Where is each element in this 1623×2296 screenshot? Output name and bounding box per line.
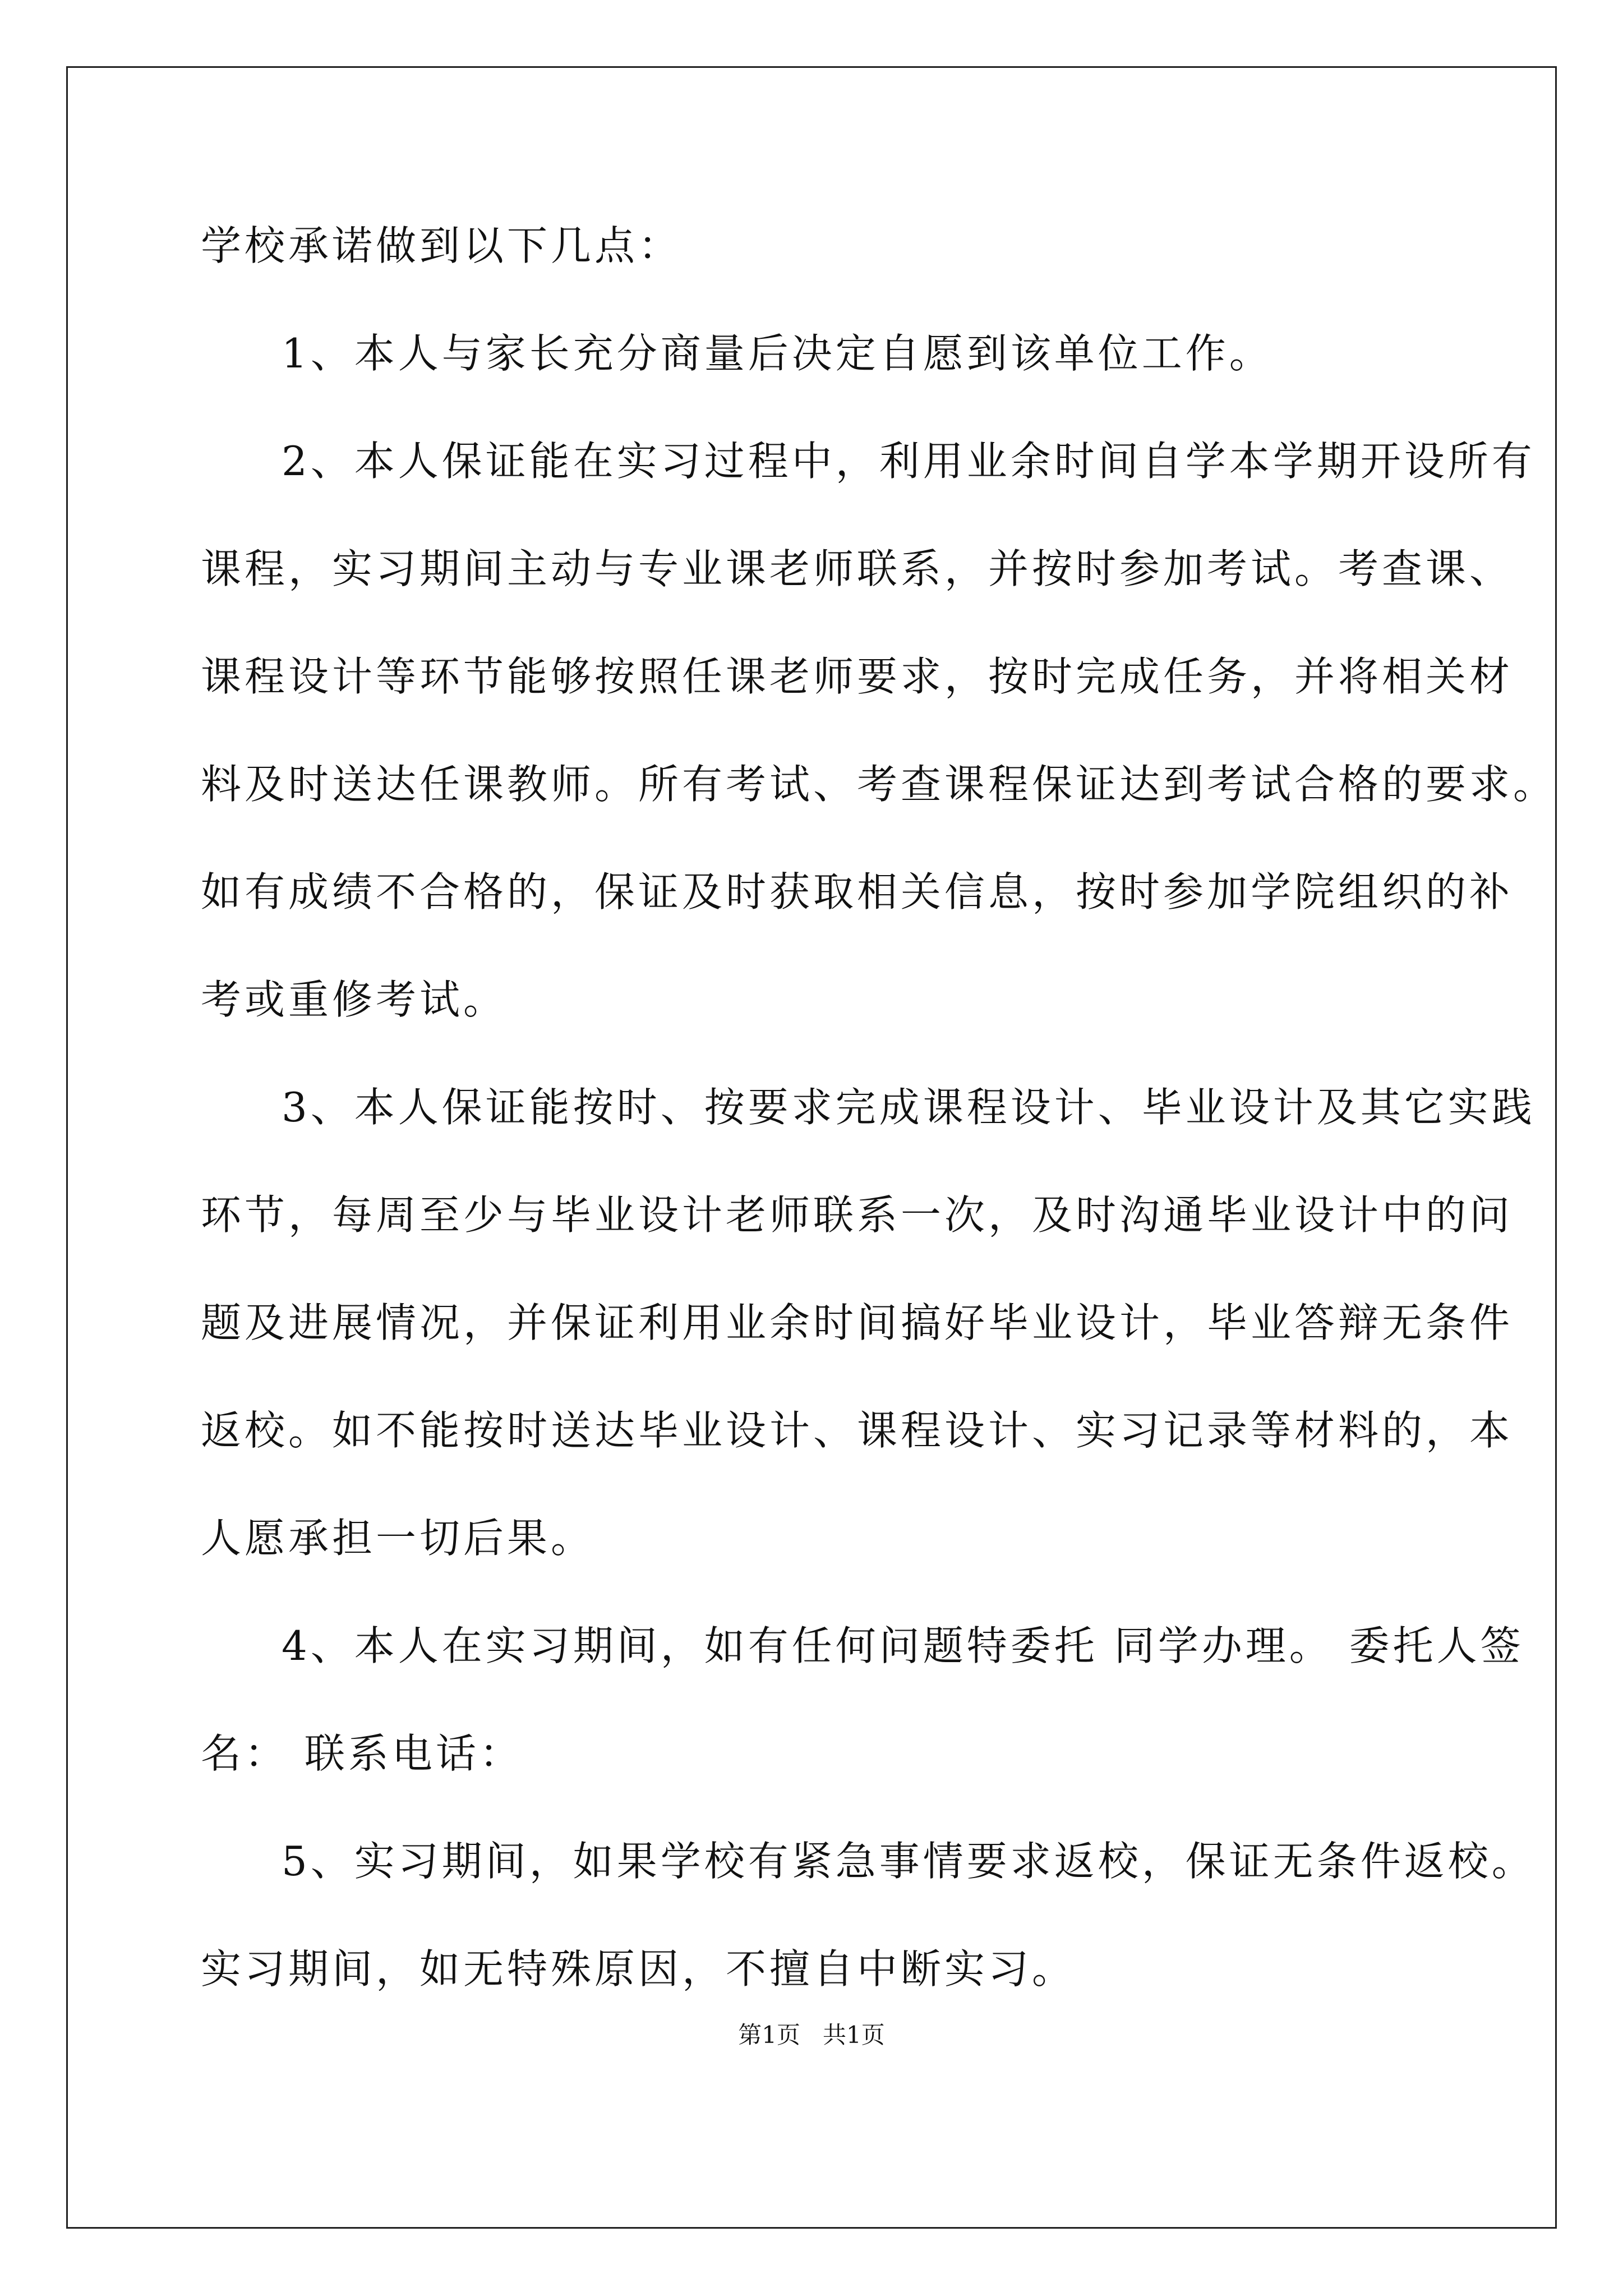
item-2-line-5: 如有成绩不合格的，保证及时获取相关信息，按时参加学院组织的补 bbox=[201, 868, 1514, 915]
document-body bbox=[201, 219, 1557, 2050]
item-1-line: 1、本人与家长充分商量后决定自愿到该单位工作。 bbox=[282, 330, 1273, 377]
item-3-line-3: 题及进展情况，并保证利用业余时间搞好毕业设计，毕业答辩无条件 bbox=[201, 1299, 1514, 1346]
item-5-line-1: 5、实习期间，如果学校有紧急事情要求返校，保证无条件返校。 bbox=[282, 1838, 1536, 1885]
item-3-line-1: 3、本人保证能按时、按要求完成课程设计、毕业设计及其它实践 bbox=[282, 1084, 1536, 1131]
item-4-line-2: 名： 联系电话： bbox=[201, 1730, 523, 1777]
item-3-line-2: 环节，每周至少与毕业设计老师联系一次，及时沟通毕业设计中的问 bbox=[201, 1191, 1514, 1239]
item-2-line-6: 考或重修考试。 bbox=[201, 976, 508, 1023]
item-5-line-2: 实习期间，如无特殊原因，不擅自中断实习。 bbox=[201, 1945, 1076, 1993]
item-2-line-2: 课程，实习期间主动与专业课老师联系，并按时参加考试。考查课、 bbox=[201, 545, 1514, 592]
item-2-line-1: 2、本人保证能在实习过程中，利用业余时间自学本学期开设所有 bbox=[282, 438, 1536, 485]
item-4-line-1: 4、本人在实习期间，如有任何问题特委托 同学办理。 委托人签 bbox=[282, 1622, 1524, 1669]
intro-line: 学校承诺做到以下几点： bbox=[201, 222, 683, 269]
item-3-line-5: 人愿承担一切后果。 bbox=[201, 1515, 595, 1562]
item-3-line-4: 返校。如不能按时送达毕业设计、课程设计、实习记录等材料的，本 bbox=[201, 1407, 1514, 1454]
item-2-line-4: 料及时送达任课教师。所有考试、考查课程保证达到考试合格的要求。 bbox=[201, 761, 1557, 808]
page-number-footer: 第1页 共1页 bbox=[738, 2021, 885, 2049]
item-2-line-3: 课程设计等环节能够按照任课老师要求，按时完成任务，并将相关材 bbox=[201, 653, 1514, 700]
